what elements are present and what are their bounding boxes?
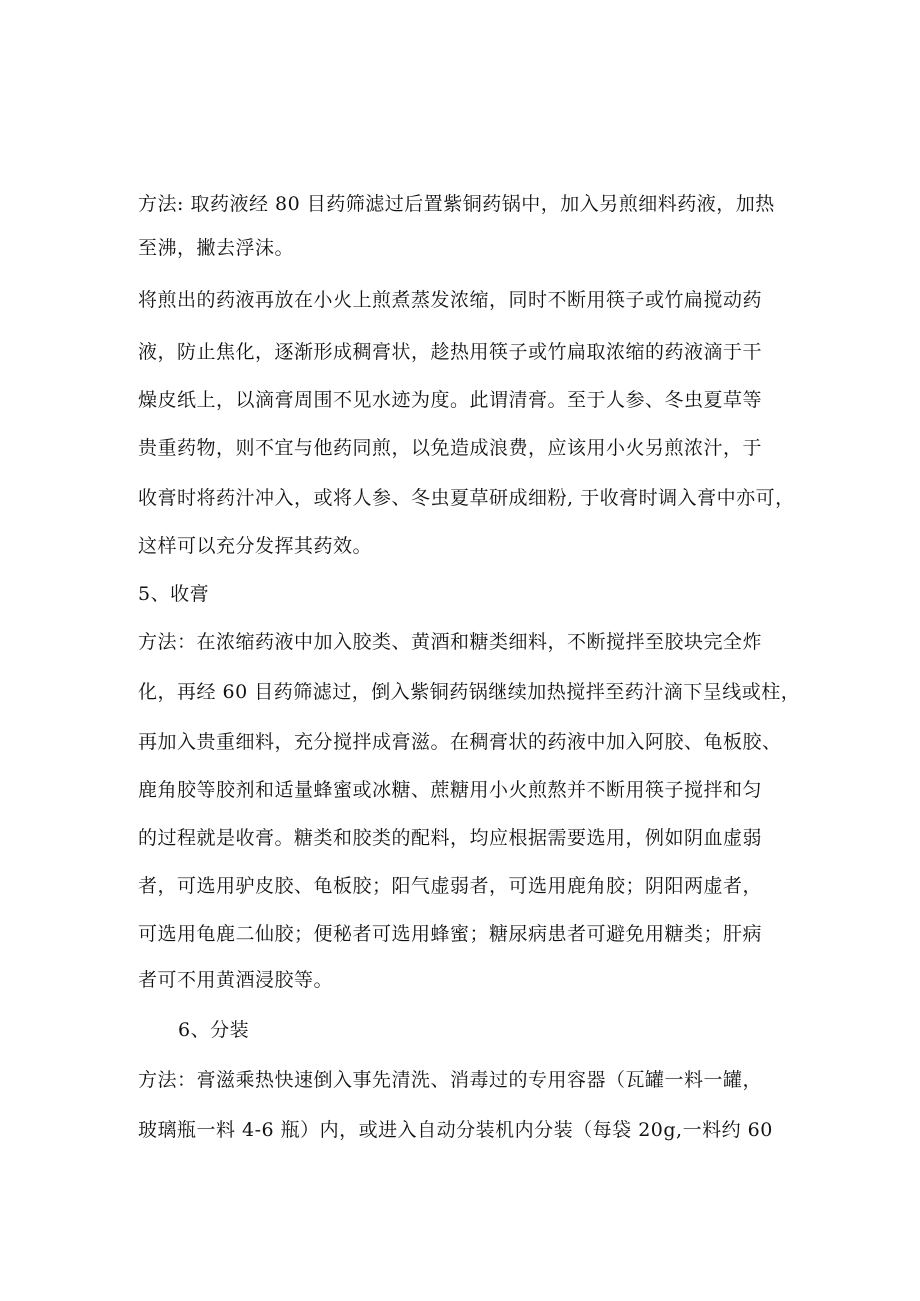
text-line: 液，防止焦化，逐渐形成稠膏状，趁热用筷子或竹扁取浓缩的药液滴于干 <box>138 341 763 363</box>
text-line: 至沸，撇去浮沫。 <box>138 237 295 259</box>
text-line: 燥皮纸上，以滴膏周围不见水迹为度。此谓清膏。至于人参、冬虫夏草等 <box>138 389 763 411</box>
text-line: 再加入贵重细料，充分搅拌成膏滋。在稠膏状的药液中加入阿胶、龟板胶、 <box>138 731 782 753</box>
section-heading: 5、收膏 <box>138 583 210 605</box>
text-line: 者，可选用驴皮胶、龟板胶；阳气虚弱者，可选用鹿角胶；阴阳两虚者， <box>138 875 763 897</box>
text-line: 将煎出的药液再放在小火上煎煮蒸发浓缩，同时不断用筷子或竹扁搅动药 <box>138 289 763 311</box>
text-line: 这样可以充分发挥其药效。 <box>138 535 373 557</box>
text-line: 的过程就是收膏。糖类和胶类的配料，均应根据需要选用，例如阴血虚弱 <box>138 827 763 849</box>
text-line: 可选用龟鹿二仙胶；便秘者可选用蜂蜜；糖尿病患者可避免用糖类；肝病 <box>138 923 763 945</box>
text-line: 方法：在浓缩药液中加入胶类、黄酒和糖类细料，不断搅拌至胶块完全炸 <box>138 631 763 653</box>
text-line: 者可不用黄酒浸胶等。 <box>138 969 334 991</box>
text-line: 鹿角胶等胶剂和适量蜂蜜或冰糖、蔗糖用小火煎熬并不断用筷子搅拌和匀 <box>138 779 763 801</box>
text-line: 化，再经 60 目药筛滤过，倒入紫铜药锅继续加热搅拌至药汁滴下呈线或柱， <box>138 681 801 703</box>
text-line: 方法：膏滋乘热快速倒入事先清洗、消毒过的专用容器（瓦罐一料一罐， <box>138 1069 763 1091</box>
section-heading: 6、分装 <box>178 1019 250 1041</box>
text-line: 收膏时将药汁冲入，或将人参、冬虫夏草研成细粉, 于收膏时调入膏中亦可， <box>138 487 795 509</box>
text-line: 方法: 取药液经 80 目药筛滤过后置紫铜药锅中，加入另煎细料药液，加热 <box>138 193 775 215</box>
text-line: 贵重药物，则不宜与他药同煎，以免造成浪费，应该用小火另煎浓汁，于 <box>138 437 763 459</box>
text-line: 玻璃瓶一料 4-6 瓶）内，或进入自动分装机内分装（每袋 20g,一料约 60 <box>138 1119 773 1141</box>
